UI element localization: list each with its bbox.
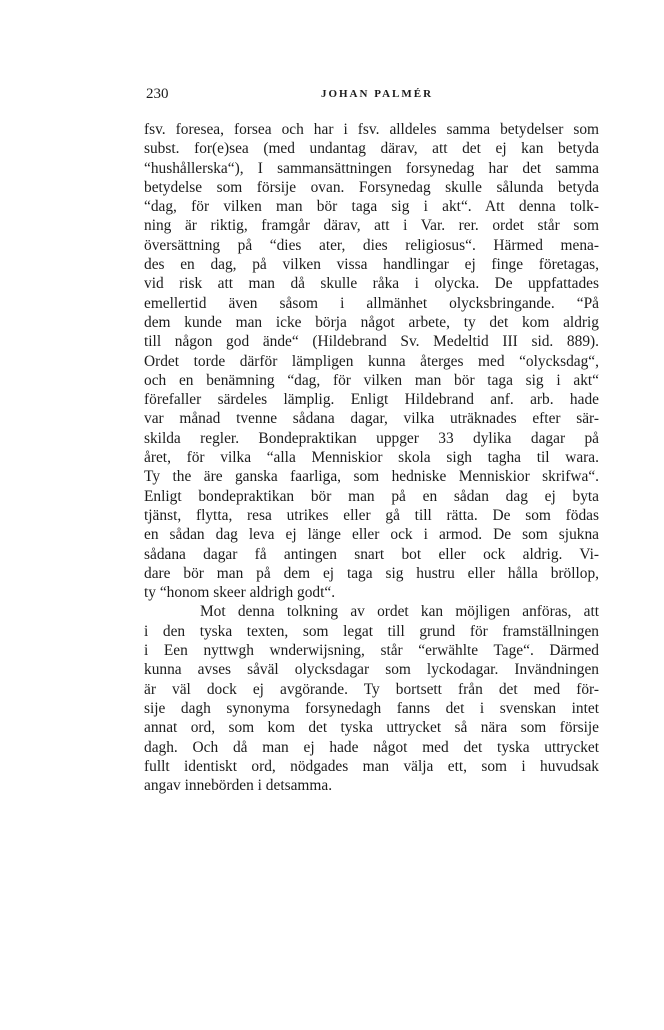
- text-line: subst. for(e)sea (med undantag därav, att det ej kan betyda: [144, 140, 599, 158]
- text-line: fullt identiskt ord, nödgades man välja ett, som i huvudsak: [144, 757, 599, 775]
- text-line: sije dagh synonyma forsynedagh fanns det i svenskan intet: [144, 699, 599, 717]
- text-line: tjänst, flytta, resa utrikes eller gå till rätta. De som födas: [144, 506, 599, 524]
- text-line: “dag, för vilken man bör taga sig i akt“. Att denna tolk-: [144, 198, 599, 216]
- text-line: och en benämning “dag, för vilken man bör taga sig i akt“: [144, 371, 599, 389]
- text-line: annat ord, som kom det tyska uttrycket så nära som försije: [144, 719, 599, 737]
- text-line: vid risk att man då skulle råka i olycka. De uppfattades: [144, 275, 599, 293]
- text-line: sådana dagar få antingen snart bot eller ock aldrig. Vi-: [144, 545, 599, 563]
- text-line: förefaller särdeles lämplig. Enligt Hildebrand anf. arb. hade: [144, 391, 599, 409]
- text-line: angav innebörden i detsamma.: [144, 777, 333, 795]
- text-line: Enligt bondepraktikan bör man på en sådan dag ej byta: [144, 487, 599, 505]
- text-line: Ordet torde därför lämpligen kunna återges med “olycksdag“,: [144, 352, 599, 370]
- page-header: [146, 86, 596, 106]
- text-line: skilda regler. Bondepraktikan uppger 33 dylika dagar på: [144, 429, 599, 447]
- text-line: året, för vilka “alla Menniskior skola sigh tagha til wara.: [144, 449, 599, 467]
- text-line: i den tyska texten, som legat till grund för framställningen: [144, 622, 599, 640]
- text-line: dare bör man på dem ej taga sig hustru eller hålla bröllop,: [144, 564, 599, 582]
- text-line: emellertid även såsom i allmänhet olycksbringande. “På: [144, 294, 599, 312]
- text-line: dem kunde man icke börja något arbete, ty det kom aldrig: [144, 313, 599, 331]
- body-text: [144, 120, 599, 795]
- text-line: Ty the äre ganska faarliga, som hedniske Menniskior skrifwa“.: [144, 468, 599, 486]
- text-line: dagh. Och då man ej hade något med det tyska uttrycket: [144, 738, 599, 756]
- text-line: betydelse som försije ovan. Forsynedag skulle sålunda betyda: [144, 178, 599, 196]
- text-line: var månad tvenne sådana dagar, vilka uträknades efter sär-: [144, 410, 599, 428]
- text-line: ning är riktig, framgår därav, att i Var. rer. ordet står som: [144, 217, 599, 235]
- text-line: ty “honom skeer aldrigh godt“.: [144, 584, 336, 602]
- text-line: des en dag, på vilken vissa handlingar ej finge företagas,: [144, 256, 599, 274]
- text-line: i Een nyttwgh wnderwijsning, står “erwählte Tage“. Därmed: [144, 642, 599, 660]
- text-line: “hushållerska“), I sammansättningen forsynedag har det samma: [144, 159, 599, 177]
- text-line: översättning på “dies ater, dies religiosus“. Härmed mena-: [144, 236, 599, 254]
- text-line: Mot denna tolkning av ordet kan möjligen anföras, att: [200, 603, 599, 621]
- text-line: fsv. foresea, forsea och har i fsv. alldeles samma betydelser som: [144, 121, 599, 138]
- text-line: är väl dock ej avgörande. Ty bortsett från det med för-: [144, 680, 599, 698]
- text-line: till någon god ände“ (Hildebrand Sv. Medeltid III sid. 889).: [144, 333, 599, 351]
- text-line: kunna avses såväl olycksdagar som lyckodagar. Invändningen: [144, 661, 599, 679]
- page-number: 230: [146, 86, 169, 102]
- text-line: en sådan dag leva ej länge eller ock i armod. De som sjukna: [144, 526, 599, 544]
- running-head: JOHAN PALMÉR: [320, 88, 434, 100]
